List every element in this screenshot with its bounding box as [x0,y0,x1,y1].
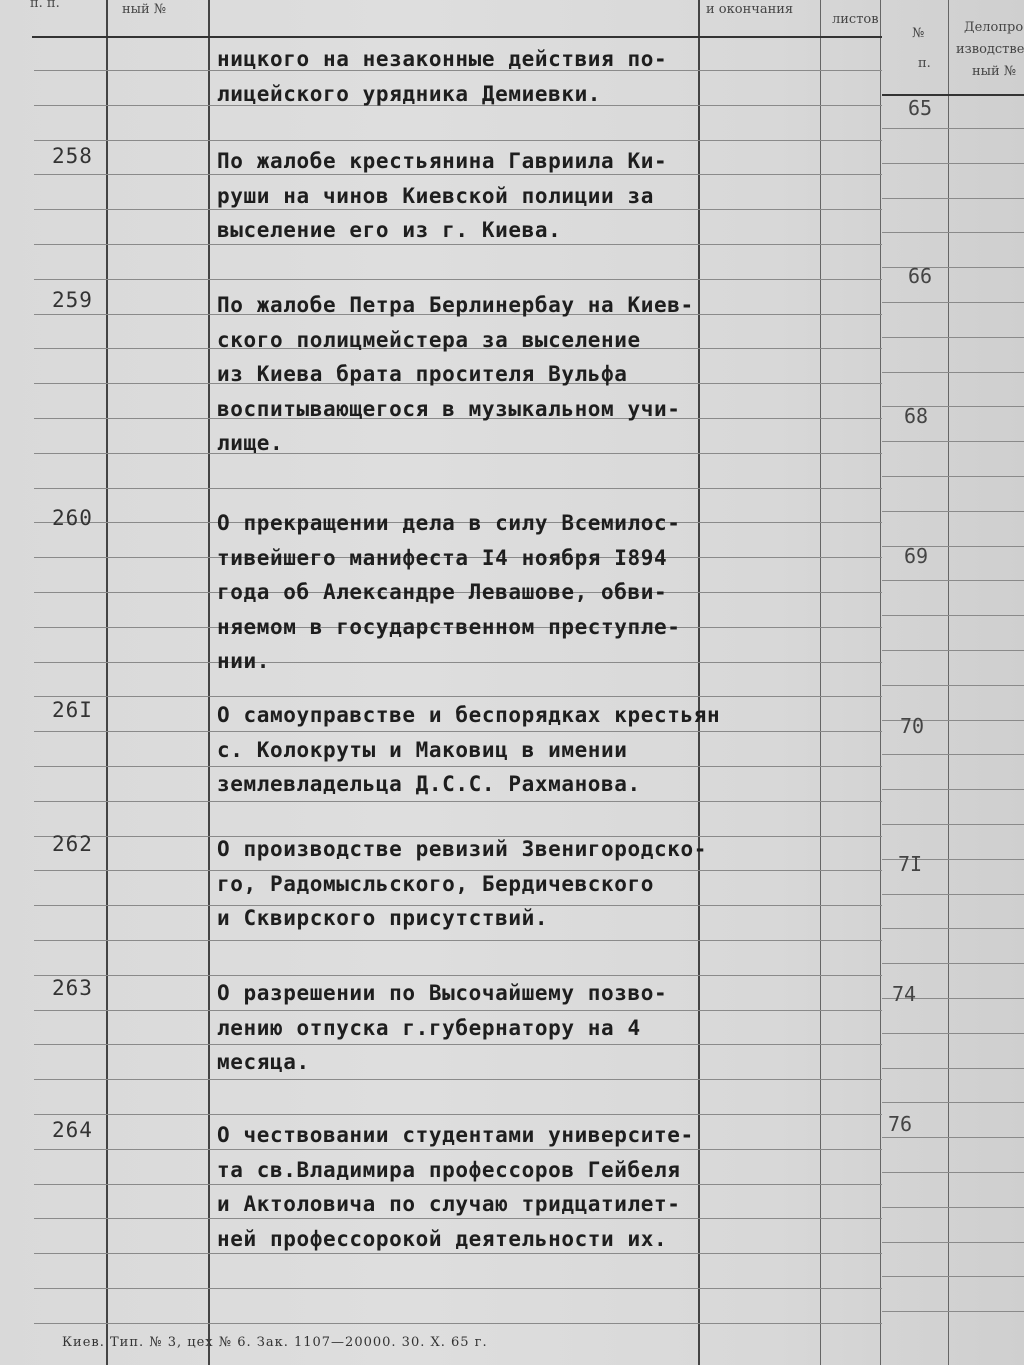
ruled-line-right [882,1033,1024,1034]
entry-text: По жалобе крестьянина Гавриила Ки- руши на чинов Киевской полиции за выселение его из г. Киева. [217,149,668,242]
entry-text: О производстве ревизий Звенигородско- го, Радомысльского, Бердичевского и Сквирского присутствий. [217,837,707,930]
column-rule [880,0,881,1365]
ruled-line-right [882,650,1024,651]
header-office-2: изводстве [956,42,1024,57]
ruled-line [34,1323,882,1324]
entry-sheet: 68 [904,404,929,428]
ruled-line-right [882,337,1024,338]
column-rule [106,0,108,1365]
ruled-line-right [882,580,1024,581]
print-footer: Киев. Тип. № 3, цех № 6. Зак. 1107—20000. 30. X. 65 г. [62,1335,488,1350]
ruled-line [34,940,882,941]
ruled-line-right [882,372,1024,373]
column-rule [948,0,949,1365]
ruled-line [34,696,882,697]
ruled-line-right [882,441,1024,442]
show-through [720,52,730,71]
column-rule [698,0,700,1365]
ruled-line-right [882,1242,1024,1243]
entry-sheet: 7I [898,852,923,876]
ruled-line-right [882,894,1024,895]
entry-text: О самоуправстве и беспорядках крестьян с. Колокруты и Маковиц в имении землевладельца Д.С.С. Рахманова. [217,703,721,796]
entry-text: По жалобе Петра Берлинербау на Киев- ского полицмейстера за выселение из Киева брата просителя Вульфа воспитывающегося в музыкальном учи- лище. [217,293,694,455]
header-dates: и окончания [706,2,794,17]
ruled-line-right [882,754,1024,755]
ruled-line-right [882,685,1024,686]
ruled-line [34,1288,882,1289]
ruled-line-right [882,928,1024,929]
ruled-line [34,140,882,141]
ruled-line-right [882,1207,1024,1208]
entry-number: 264 [52,1118,93,1142]
ruled-line-right [882,476,1024,477]
ruled-line-right [882,1068,1024,1069]
header-rule-right [882,94,1024,96]
entry-number: 258 [52,144,93,168]
ruled-line-right [882,615,1024,616]
ruled-line-right [882,198,1024,199]
ruled-line-right [882,963,1024,964]
header-office-1: Делопро [964,20,1024,35]
column-rule [820,0,821,1365]
column-rule [208,0,210,1365]
entry-sheet: 65 [908,96,933,120]
ruled-line-right [882,128,1024,129]
ruled-line [34,1114,882,1115]
ruled-line-right [882,267,1024,268]
ruled-line-right [882,1172,1024,1173]
ruled-line-right [882,302,1024,303]
ruled-line-right [882,1102,1024,1103]
header-number: п. п. [30,0,60,11]
header-rule [32,36,882,38]
ruled-line [34,488,882,489]
entry-sheet: 69 [904,544,929,568]
entry-number: 260 [52,506,93,530]
ruled-line-right [882,824,1024,825]
entry-text: О прекращении дела в силу Всемилос- тивейшего манифеста I4 ноября I894 года об Александре Левашове, обви- няемом в государственном преступле- нии. [217,511,681,673]
entry-sheet: 70 [900,714,925,738]
ruled-line [34,279,882,280]
ruled-line-right [882,1311,1024,1312]
entry-number: 26I [52,698,93,722]
entry-number: 259 [52,288,93,312]
ruled-line-right [882,789,1024,790]
entry-sheet: 76 [888,1112,913,1136]
header-reg-number: ный № [122,2,167,17]
header-sheets: листов [832,12,879,27]
header-office-3: ный № [972,64,1017,79]
header-page-mark: № [912,26,925,41]
entry-text: О чествовании студентами университе- та св.Владимира профессоров Гейбеля и Актоловича по случаю тридцатилет- ней профессорокой деятельности их. [217,1123,694,1251]
entry-sheet: 66 [908,264,933,288]
entry-sheet: 74 [892,982,917,1006]
ruled-line-right [882,1276,1024,1277]
entry-number: 263 [52,976,93,1000]
header-page-p: п. [918,56,931,71]
entry-number: 262 [52,832,93,856]
ruled-line-right [882,511,1024,512]
ruled-line-right [882,1137,1024,1138]
entry-text: ницкого на незаконные действия по- лицейского урядника Демиевки. [217,47,668,106]
entry-text: О разрешении по Высочайшему позво- лению отпуска г.губернатору на 4 месяца. [217,981,668,1074]
ruled-line-right [882,232,1024,233]
ruled-line-right [882,163,1024,164]
